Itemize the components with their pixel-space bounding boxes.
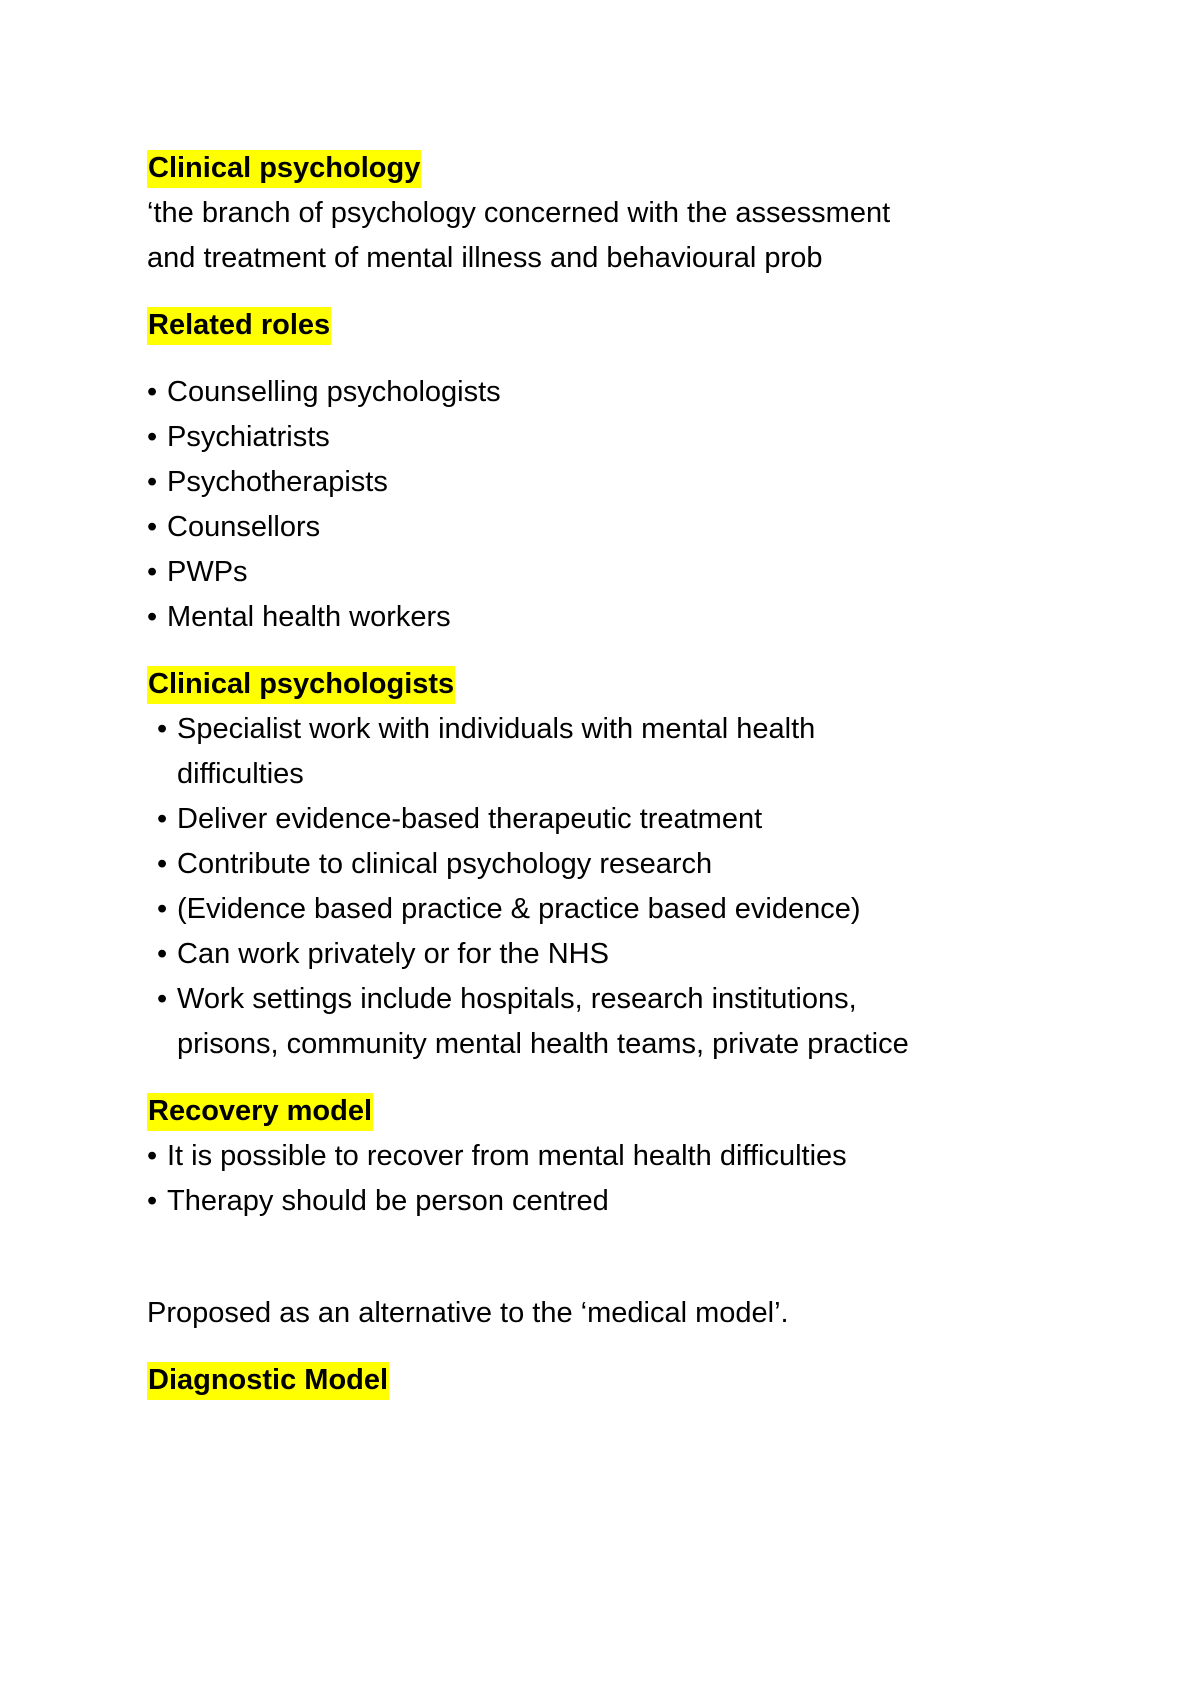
heading-text: Recovery model [147,1093,373,1131]
list-item: • Deliver evidence-based therapeutic treatment [147,797,1067,842]
definition-line: and treatment of mental illness and behavioural prob [147,242,823,274]
definition-line: ‘the branch of psychology concerned with the assessment [147,197,891,229]
list-item: • Mental health workers [147,595,1067,640]
bullet-icon: • [147,1185,158,1217]
list-item: • Psychotherapists [147,460,1067,505]
list-item: • Psychiatrists [147,415,1067,460]
list-item: • It is possible to recover from mental health difficulties [147,1134,1067,1179]
heading-clinical-psychologists [147,662,1067,707]
bullet-icon: • [157,938,168,970]
list-item: • Counsellors [147,505,1067,550]
heading-text: Clinical psychology [147,150,421,188]
heading-text: Related roles [147,307,331,345]
bullet-icon: • [157,803,168,835]
bullet-icon: • [157,848,168,880]
list-item: • Counselling psychologists [147,370,1067,415]
list-item: • PWPs [147,550,1067,595]
bullet-icon: • [147,466,158,498]
heading-clinical-psychology [147,146,1067,191]
heading-related-roles [147,303,1067,348]
list-item: • Therapy should be person centred [147,1179,1067,1224]
list-item-continuation: prisons, community mental health teams, private practice [177,1028,909,1060]
list-item: • (Evidence based practice & practice based evidence) [147,887,1067,932]
bullet-icon: • [147,421,158,453]
document-body [147,146,1067,1403]
list-item: • Can work privately or for the NHS [147,932,1067,977]
list-item: • Specialist work with individuals with mental health [147,707,1067,752]
paragraph-note: Proposed as an alternative to the ‘medical model’. [147,1297,789,1329]
bullet-icon: • [147,601,158,633]
heading-diagnostic-model [147,1358,1067,1403]
bullet-icon: • [157,713,168,745]
heading-text: Clinical psychologists [147,666,455,704]
list-item: • Work settings include hospitals, research institutions, [147,977,1067,1022]
bullet-icon: • [147,376,158,408]
bullet-icon: • [147,511,158,543]
heading-recovery-model [147,1089,1067,1134]
bullet-icon: • [157,983,168,1015]
heading-text: Diagnostic Model [147,1362,389,1400]
list-item-continuation: difficulties [177,758,304,790]
bullet-icon: • [147,1140,158,1172]
bullet-icon: • [157,893,168,925]
list-item: • Contribute to clinical psychology research [147,842,1067,887]
bullet-icon: • [147,556,158,588]
